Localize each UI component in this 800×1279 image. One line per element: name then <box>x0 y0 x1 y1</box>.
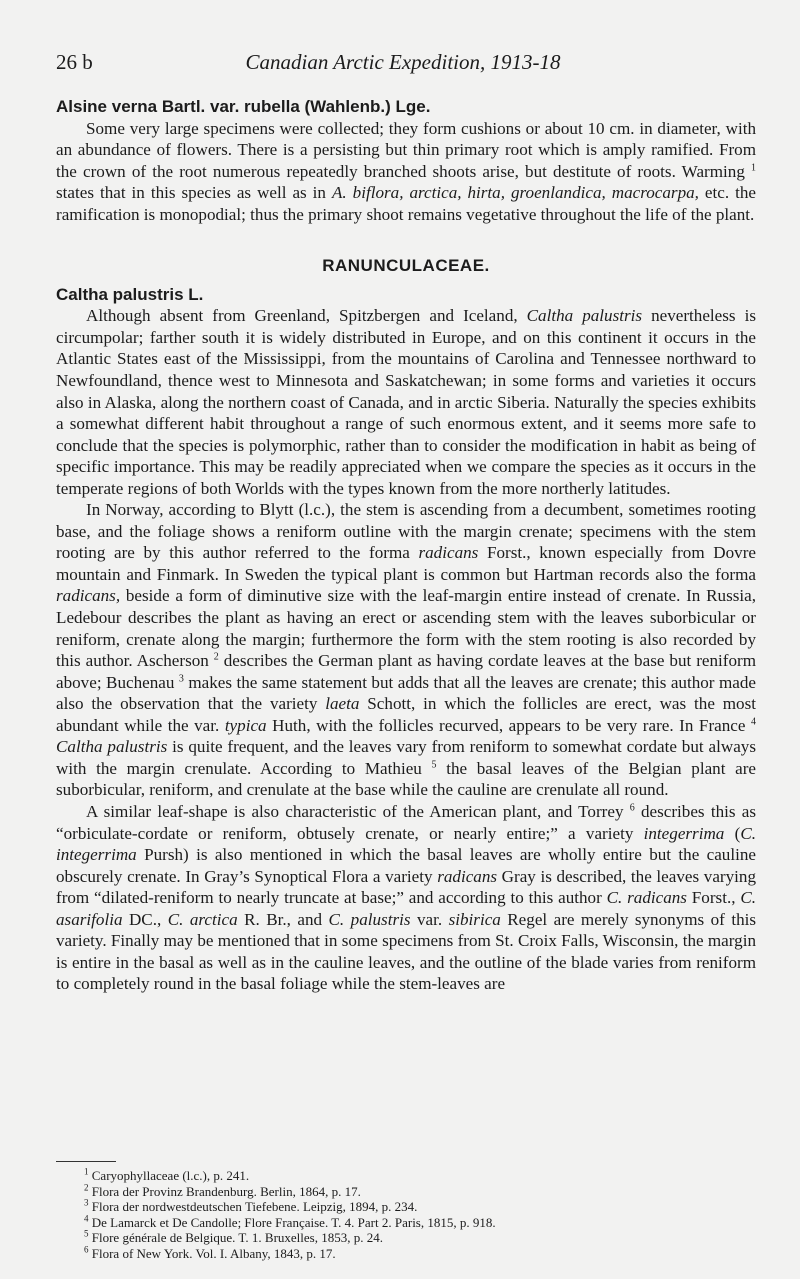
running-title: Canadian Arctic Expedition, 1913-18 <box>245 50 561 74</box>
footnote: $^5$ Flore générale de Belgique. T. 1. Bruxelles, 1853, p. 24. <box>84 1229 383 1246</box>
main-text <box>56 96 756 995</box>
footnote-divider <box>56 1161 116 1162</box>
footnote-ref: 4 <box>750 716 756 728</box>
species-heading-caltha: Caltha palustris L. <box>56 284 204 304</box>
page-number: 26 b <box>56 50 93 74</box>
paragraph-caltha-3: A similar leaf-shape is also characteristic of the American plant, and Torrey $^6$ describes this as “orbiculate-cordate or reniform, obtusely crenate, or nearly entire;” a variety integerrima (C. integerrima Pursh) is also mentioned in which the basal leaves are wholly entire but the cauline obscurely crenate. In Gray’s Synoptical Flora a variety radicans Gray is described, the leaves varying from “dilated-reniform to nearly truncate at base;” and according to this author C. radicans Forst., C. asarifolia DC., C. arctica R. Br., and C. palustris var. sibirica Regel are merely synonyms of this variety. Finally may be mentioned that in some specimens from St. Croix Falls, Wisconsin, the margin is entire in the basal as well as in the cauline leaves, and the outline of the blade varies from reniform to completely round in the basal foliage while the stem-leaves are <box>56 801 757 994</box>
footnote-ref: 1 <box>751 161 756 173</box>
paragraph-caltha-2: In Norway, according to Blytt (l.c.), the stem is ascending from a decumbent, sometimes rooting base, and the foliage shows a reniform outline with the margin crenate; specimens with the stem rooting are by this author referred to the forma radicans Forst., known especially from Dovre mountain and Finmark. In Sweden the typical plant is common but Hartman records also the forma radicans, beside a form of diminutive size with the leaf-margin entire instead of crenate. In Russia, Ledebour describes the plant as having an erect or ascending stem with the leaves suborbicular or reniform, crenate along the margin; furthermore the form with the stem rooting is also recorded by this author. Ascherson $^2$ describes the German plant as having cordate leaves at the base but reniform above; Buchenau $^3$ makes the same statement but adds that all the leaves are crenate; this author made also the observation that the variety laeta Schott, in which the follicles are erect, was the most abundant while the var. typica Huth, with the follicles recurved, appears to be very rare. In France $^4$ Caltha palustris is quite frequent, and the leaves vary from reniform to somewhat cordate but always with the margin crenulate. According to Mathieu $^5$ the basal leaves of the Belgian plant are suborbicular, reniform, and crenulate at the base while the cauline are crenulate all round. <box>56 500 757 800</box>
paragraph-alsine: Some very large specimens were collected; they form cushions or about 10 cm. in diameter, with an abundance of flowers. There is a persisting but thin primary root which is amply ramified. From the crown of the root numerous repeatedly branched shoots arise, but destitute of roots. Warming $^1$ states that in this species as well as in A. biflora, arctica, hirta, groenlandica, macrocarpa, etc. the ramification is monopodial; thus the primary shoot remains vegetative throughout the life of the plant. <box>56 118 756 224</box>
footnote-ref: 5 <box>431 759 437 771</box>
footnote: $^4$ De Lamarck et De Candolle; Flore Française. T. 4. Part 2. Paris, 1815, p. 918. <box>84 1213 496 1230</box>
footnote-ref: 6 <box>629 802 635 814</box>
running-header <box>56 50 750 80</box>
footnote: $^3$ Flora der nordwestdeutschen Tiefebene. Leipzig, 1894, p. 234. <box>84 1197 418 1215</box>
footnotes <box>84 1168 744 1262</box>
footnote: $^1$ Caryophyllaceae (l.c.), p. 241. <box>84 1166 250 1183</box>
footnote-ref: 3 <box>178 672 184 684</box>
footnote: $^6$ Flora of New York. Vol. I. Albany, 1843, p. 17. <box>84 1244 336 1261</box>
footnote-ref: 2 <box>213 651 219 663</box>
family-heading: RANUNCULACEAE. <box>322 256 490 276</box>
paragraph-caltha-1: Although absent from Greenland, Spitzbergen and Iceland, Caltha palustris nevertheless is circumpolar; farther south it is widely distributed in Europe, and on this continent it occurs in the Atlantic States east of the Mississippi, from the mountains of Carolina and Tennessee northward to Newfoundland, thence west to Minnesota and Saskatchewan; in some forms and varieties it occurs also in Alaska, along the northern coast of Canada, and in arctic Siberia. Naturally the species exhibits a somewhat different habit throughout a range of such enormous extent, and it seems more safe to conclude that the species is polymorphic, rather than to consider the modification in habit as being of specific importance. This may be readily appreciated when we compare the species as it occurs in the temperate regions of both Worlds with the types known from the more northerly latitudes. <box>56 306 756 498</box>
species-heading-alsine: Alsine verna Bartl. var. rubella (Wahlenb.) Lge. <box>56 97 431 116</box>
footnote: $^2$ Flora der Provinz Brandenburg. Berlin, 1864, p. 17. <box>84 1182 361 1199</box>
